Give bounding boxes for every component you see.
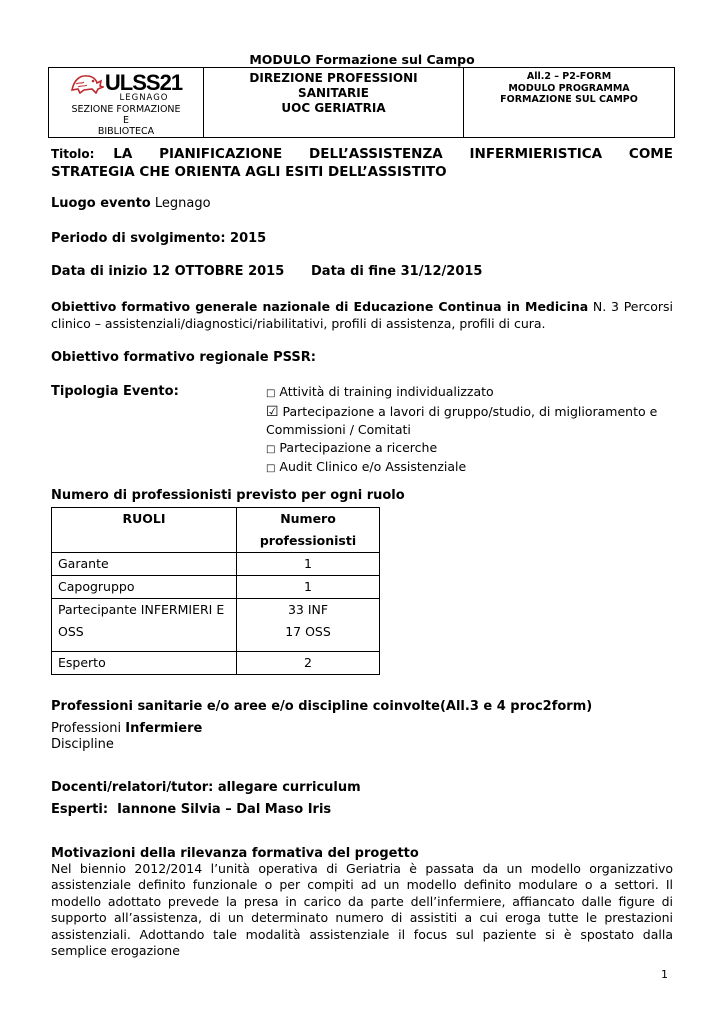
professioni-heading: Professioni sanitarie e/o aree e/o discipline coinvolte(All.3 e 4 proc2form) <box>51 699 593 714</box>
esperti-value: Iannone Silvia – Dal Maso Iris <box>108 802 332 817</box>
obiettivo-nazionale-label: Obiettivo formativo generale nazionale di Educazione Continua in Medicina <box>51 299 589 314</box>
table-row <box>52 576 380 599</box>
form-code-cell <box>464 68 675 138</box>
tipologia-option <box>266 458 676 478</box>
logo-subtitle: LEGNAGO <box>119 93 169 103</box>
ruolo-line: Partecipante INFERMIERI E <box>58 602 225 617</box>
ruolo-cell: Garante <box>52 553 237 576</box>
docenti-label: Docenti/relatori/tutor: allegare curriculum <box>51 780 361 795</box>
motivazioni-text: Nel biennio 2012/2014 l’unità operativa di Geriatria è passata da un modello organizzativo assistenziale definito funzionale o per compiti ad un modello definito modulare o a settori. Il modello adottato prevede la presa in carico da parte dell’infermiere, affiancato dalle figure di supporto all’assistenza, di un determinato numero di assistiti a cui eroga tutte le prestazioni assistenziali. Adottando tale modalità assistenziale il focus sul paziente si è spostato dalla semplice erogazione <box>51 861 673 959</box>
professionisti-heading: Numero di professionisti previsto per ogni ruolo <box>51 488 405 503</box>
title-word: INFERMIERISTICA <box>469 146 603 162</box>
title-word: DELL’ASSISTENZA <box>309 146 443 162</box>
periodo-svolgimento: Periodo di svolgimento: 2015 <box>51 231 267 246</box>
checkbox-empty-icon: □ <box>266 443 276 455</box>
tipologia-option-text: Partecipazione a ricerche <box>275 439 438 455</box>
module-title: MODULO Formazione sul Campo <box>249 52 475 67</box>
esperti-line <box>51 801 331 818</box>
form-code-line-1: All.2 – P2-FORM <box>526 71 612 82</box>
event-title <box>51 145 673 181</box>
table-row <box>52 599 380 652</box>
form-code-line-3: FORMAZIONE SUL CAMPO <box>500 94 638 105</box>
numero-line: 17 OSS <box>285 624 331 639</box>
checkbox-empty-icon: □ <box>266 388 276 399</box>
esperti-label: Esperti: <box>51 802 109 817</box>
roles-table <box>51 507 380 675</box>
col-ruoli: RUOLI <box>52 508 237 553</box>
logo-cell <box>49 68 204 138</box>
motivazioni-heading: Motivazioni della rilevanza formativa del progetto <box>51 846 419 861</box>
tipologia-option <box>266 439 676 459</box>
title-line-2: STRATEGIA CHE ORIENTA AGLI ESITI DELL’ASSISTITO <box>51 164 447 180</box>
header-table <box>48 67 675 138</box>
professioni-label: Professioni <box>51 721 126 736</box>
department-cell <box>204 68 464 138</box>
checkbox-empty-icon: □ <box>266 463 276 474</box>
section-line-1: SEZIONE FORMAZIONE <box>71 104 181 115</box>
col-numero <box>237 508 380 553</box>
department-line-1: DIREZIONE PROFESSIONI <box>249 71 418 85</box>
title-word: COME <box>628 146 673 162</box>
section-line-3: BIBLIOTECA <box>97 126 155 137</box>
numero-cell: 1 <box>237 553 380 576</box>
title-word: LA <box>113 146 133 162</box>
data-inizio: Data di inizio 12 OTTOBRE 2015 <box>51 264 285 279</box>
numero-line: 33 INF <box>287 602 329 617</box>
obiettivo-regionale: Obiettivo formativo regionale PSSR: <box>51 350 316 365</box>
page-number: 1 <box>661 968 668 981</box>
tipologia-option-continuation: Commissioni / Comitati <box>266 422 411 437</box>
numero-cell: 1 <box>237 576 380 599</box>
tipologia-options <box>266 383 676 478</box>
title-word: PIANIFICAZIONE <box>159 146 283 162</box>
tipologia-option-text: Attività di training individualizzato <box>275 384 494 399</box>
section-line-2: E <box>122 115 129 126</box>
professioni-value: Infermiere <box>125 721 203 736</box>
table-row <box>52 553 380 576</box>
professioni-line <box>51 720 202 737</box>
checkbox-checked-icon: ☑ <box>266 403 279 420</box>
logo <box>49 68 203 96</box>
luogo-evento <box>51 195 211 212</box>
col-numero-line-1: Numero <box>280 511 336 526</box>
numero-cell <box>237 599 380 652</box>
tipologia-option <box>266 383 676 403</box>
luogo-value: Legnago <box>150 196 211 211</box>
tipologia-label: Tipologia Evento: <box>51 384 179 399</box>
col-numero-line-2: professionisti <box>259 533 357 548</box>
title-label: Titolo: <box>51 147 95 161</box>
ruolo-line: OSS <box>58 624 84 639</box>
table-header-row <box>52 508 380 553</box>
form-code-line-2: MODULO PROGRAMMA <box>508 82 630 94</box>
table-row <box>52 652 380 675</box>
luogo-label: Luogo evento <box>51 196 151 211</box>
tipologia-option-text: Partecipazione a lavori di gruppo/studio, di miglioramento e <box>278 403 658 419</box>
lion-logo-icon <box>70 72 104 94</box>
tipologia-option <box>266 403 676 422</box>
ruolo-cell <box>52 599 237 652</box>
obiettivo-nazionale-value: N. 3 Percorsi clinico – assistenziali/diagnostici/riabilitativi, profili di assistenza, profili di cura. <box>51 299 673 331</box>
discipline-label: Discipline <box>51 737 114 752</box>
tipologia-option-text: Audit Clinico e/o Assistenziale <box>275 459 467 474</box>
numero-cell: 2 <box>237 652 380 675</box>
department-line-3: UOC GERIATRIA <box>281 101 386 115</box>
ruolo-cell: Capogruppo <box>52 576 237 599</box>
data-fine: Data di fine 31/12/2015 <box>311 264 483 279</box>
ruolo-cell: Esperto <box>52 652 237 675</box>
obiettivo-nazionale <box>51 298 673 332</box>
department-line-2: SANITARIE <box>298 86 369 100</box>
logo-brand: ULSS21 <box>104 70 183 95</box>
